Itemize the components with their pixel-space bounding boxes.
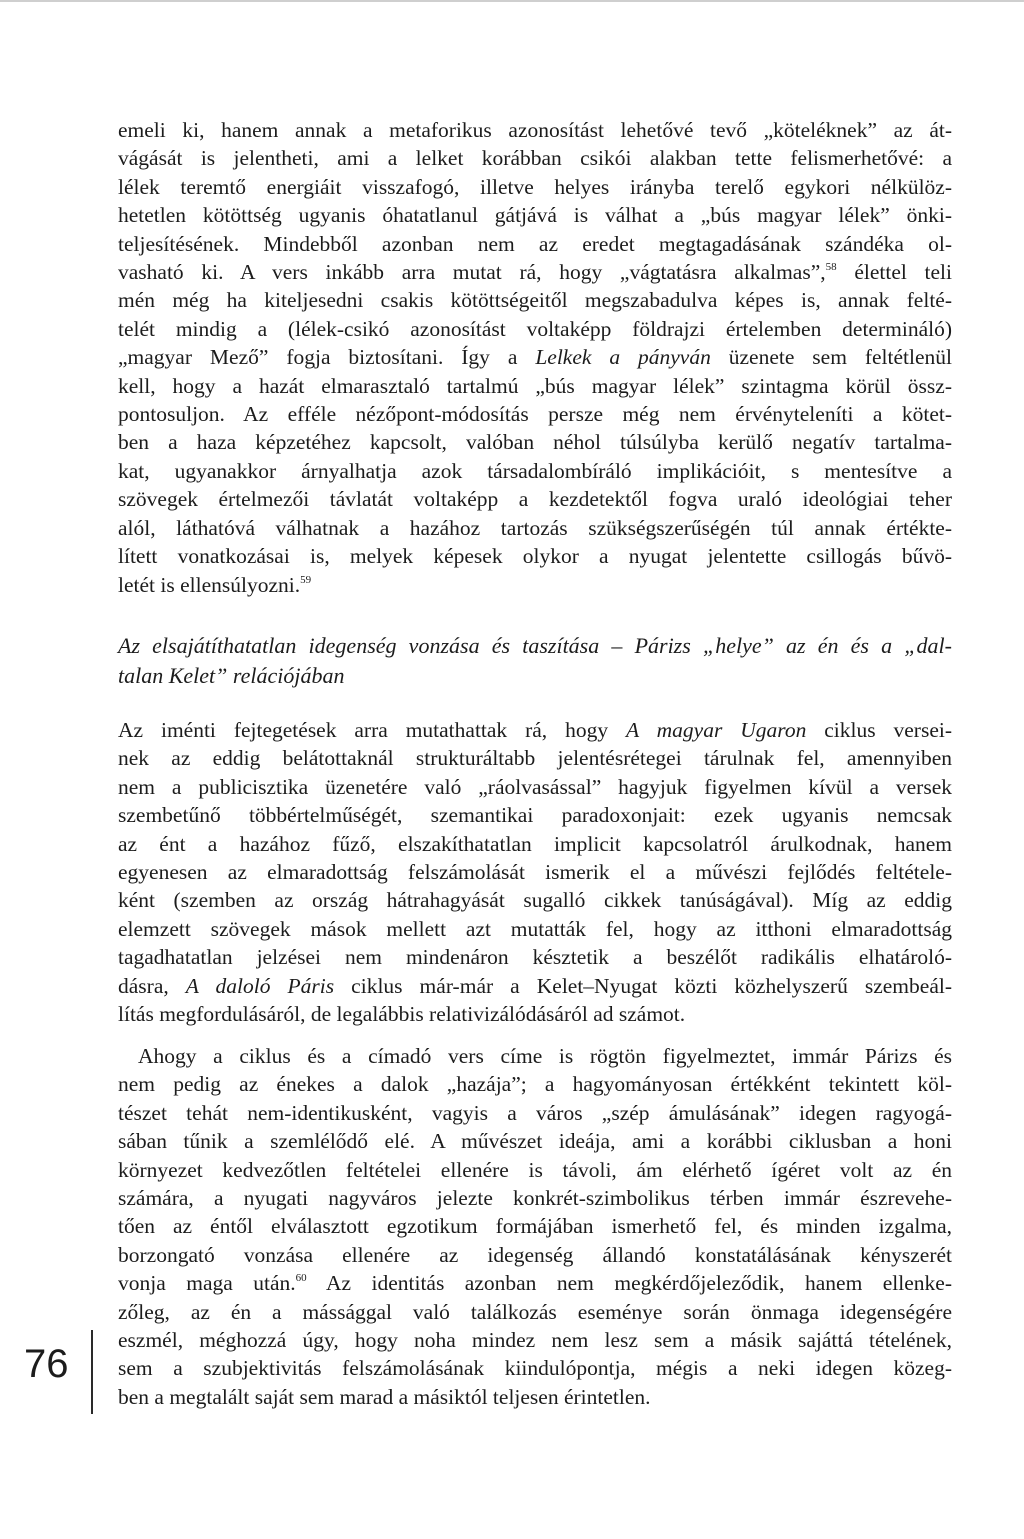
text-line: lélek teremtő energiáit visszafogó, illetve helyes irányba terelő egykori nélkülöz-	[118, 174, 952, 199]
text-line: nem pedig az énekes a dalok „hazája”; a hagyományosan értékként tekintett köl-	[118, 1072, 952, 1097]
section-heading	[118, 631, 952, 691]
text-line: lítás megfordulásáról, de legalábbis relativizálódásáról ad számot.	[118, 1002, 686, 1027]
text-line	[118, 343, 952, 371]
work-title: Lelkek a pányván	[535, 345, 711, 370]
text-line: szembetűnő többértelműségét, szemantikai paradoxonjait: ezek ugyanis nemcsak	[118, 803, 952, 828]
text-line	[118, 258, 952, 286]
footnote-ref-58: 58	[825, 261, 837, 274]
work-title: A magyar Ugaron	[625, 718, 807, 742]
text-line: kell, hogy a hazát elmarasztaló tartalmú „bús magyar lélek” szintagma körül össz-	[118, 373, 952, 398]
text-line: nek az eddig belátottaknál strukturáltabb jelentésrétegei tárulnak fel, amennyiben	[118, 746, 952, 771]
text-line: lített vonatkozásai is, melyek képesek olykor a nyugat jelentette csillogás bűvö-	[118, 544, 952, 569]
text-line: pontosuljon. Az efféle nézőpont-módosítás persze még nem érvényteleníti a kötet-	[118, 402, 952, 427]
text-line: Ahogy a ciklus és a címadó vers címe is rögtön figyelmeztet, immár Párizs és	[138, 1044, 952, 1068]
text-line: emeli ki, hanem annak a metaforikus azonosítást lehetővé tevő „köteléknek” az át-	[118, 118, 952, 142]
text-line: borzongató vonzása ellenére az idegenség állandó konstatálásának kényszerét	[118, 1242, 952, 1267]
text-line: telét mindig a (lélek-csikó azonosítást voltaképp földrajzi értelemben determináló)	[118, 316, 952, 341]
text-segment: Az iménti fejtegetések arra mutathattak rá, hogy	[118, 718, 626, 742]
text-line: teljesítésének. Mindebből azonban nem az eredet megtagadásának szándéka ol-	[118, 231, 952, 256]
text-segment: vonja maga után.	[118, 1271, 296, 1296]
text-line: elemzett szövegek mások mellett azt mutatták fel, hogy az itthoni elmaradottság	[118, 916, 952, 941]
heading-line: talan Kelet” relációjában	[118, 663, 345, 688]
text-line: nem a publicisztika üzenetére való „ráolvasással” hagyjuk figyelmen kívül a versek	[118, 774, 952, 799]
heading-line: Az elsajátíthatatlan idegenség vonzása és taszítása – Párizs „helye” az én és a „dal-	[118, 633, 952, 658]
text-line: ben a haza képzetéhez kapcsolt, valóban néhol túlsúlyba kerülő negatív tartalma-	[118, 430, 952, 455]
text-segment: Az identitás azonban nem megkérdőjeleződik, hanem ellenke-	[306, 1271, 952, 1296]
text-line: sem a szubjektivitás felszámolásának kiindulópontja, mégis a neki idegen közeg-	[118, 1356, 952, 1381]
text-line: eszmél, méghozzá úgy, hogy noha mindez nem lesz sem a másik sajáttá tételének,	[118, 1328, 952, 1353]
text-line: tően az éntől elválasztott egzotikum formájában ismerhető fel, és minden izgalma,	[118, 1214, 952, 1239]
page-top-edge	[0, 0, 1024, 2]
text-line: hetetlen kötöttség ugyanis óhatatlanul gátjává is válhat a „bús magyar lélek” önki-	[118, 203, 952, 228]
text-segment: üzenete sem feltétlenül	[710, 345, 952, 370]
paragraph	[118, 716, 952, 1028]
text-line: az ént a hazához fűző, elszakíthatatlan implicit kapcsolatról árulkodnak, hanem	[118, 831, 952, 856]
work-title: A daloló Páris	[185, 973, 335, 998]
text-segment: ciklus versei-	[806, 718, 952, 742]
text-line: sában tűnik a szemlélődő elé. A művészet ideája, ami a korábbi ciklusban a honi	[118, 1129, 952, 1154]
paragraph	[118, 1042, 952, 1411]
paragraph-continuation	[118, 116, 952, 599]
text-line	[118, 1269, 952, 1297]
text-line	[118, 571, 952, 599]
text-line: kat, ugyanakkor árnyalhatja azok társadalombíráló implikációit, s mentesítve a	[118, 458, 952, 483]
page-number-rule	[91, 1330, 93, 1414]
text-line: alól, láthatóvá válhatnak a hazához tartozás szükségszerűségén túl annak értékte-	[118, 515, 952, 540]
text-line: egyenesen az elmaradottság felszámolását ismerik el a művészi fejlődés feltétele-	[118, 860, 952, 885]
text-segment: dásra,	[118, 973, 186, 998]
footnote-ref-60: 60	[295, 1272, 307, 1285]
footnote-ref-59: 59	[300, 573, 312, 586]
text-line	[118, 716, 952, 744]
text-line: mén még ha kiteljesedni csakis kötöttségeitől megszabadulva képes is, annak felté-	[118, 288, 952, 313]
text-line: ben a megtalált saját sem marad a másiktól teljesen érintetlen.	[118, 1384, 651, 1409]
page-number: 76	[24, 1342, 69, 1386]
text-segment: ciklus már-már a Kelet–Nyugat közti közhelyszerű szembeál-	[334, 973, 952, 998]
text-line: zőleg, az én a mássággal való találkozás eseménye során önmaga idegenségére	[118, 1299, 952, 1324]
text-segment: letét is ellensúlyozni.	[118, 572, 301, 597]
text-line: számára, a nyugati nagyváros jelezte konkrét-szimbolikus térben immár észrevehe-	[118, 1186, 952, 1211]
text-line	[118, 972, 952, 1000]
text-line: tagadhatatlan jelzései nem mindenáron késztetik a beszélőt radikális elhatároló-	[118, 945, 952, 970]
text-line: szövegek értelmezői távlatát voltaképp a kezdetektől fogva uraló ideológiai teher	[118, 487, 952, 512]
text-segment: „magyar Mező” fogja biztosítani. Így a	[118, 345, 536, 370]
text-line: vágását is jelentheti, ami a lelket korábban csikói alakban tette felismerhetővé: a	[118, 146, 952, 171]
text-segment: vasható ki. A vers inkább arra mutat rá, hogy „vágtatásra alkalmas”,	[118, 260, 826, 285]
text-line: ként (szemben az ország hátrahagyását sugalló cikkek tanúságával). Míg az eddig	[118, 888, 952, 913]
text-line: tészet tehát nem-identikusként, vagyis a város „szép ámulásának” idegen ragyogá-	[118, 1100, 952, 1125]
text-segment: élettel teli	[836, 260, 952, 285]
text-line: környezet kedvezőtlen feltételei ellenére is távoli, ám elérhető ígéret volt az én	[118, 1157, 952, 1182]
